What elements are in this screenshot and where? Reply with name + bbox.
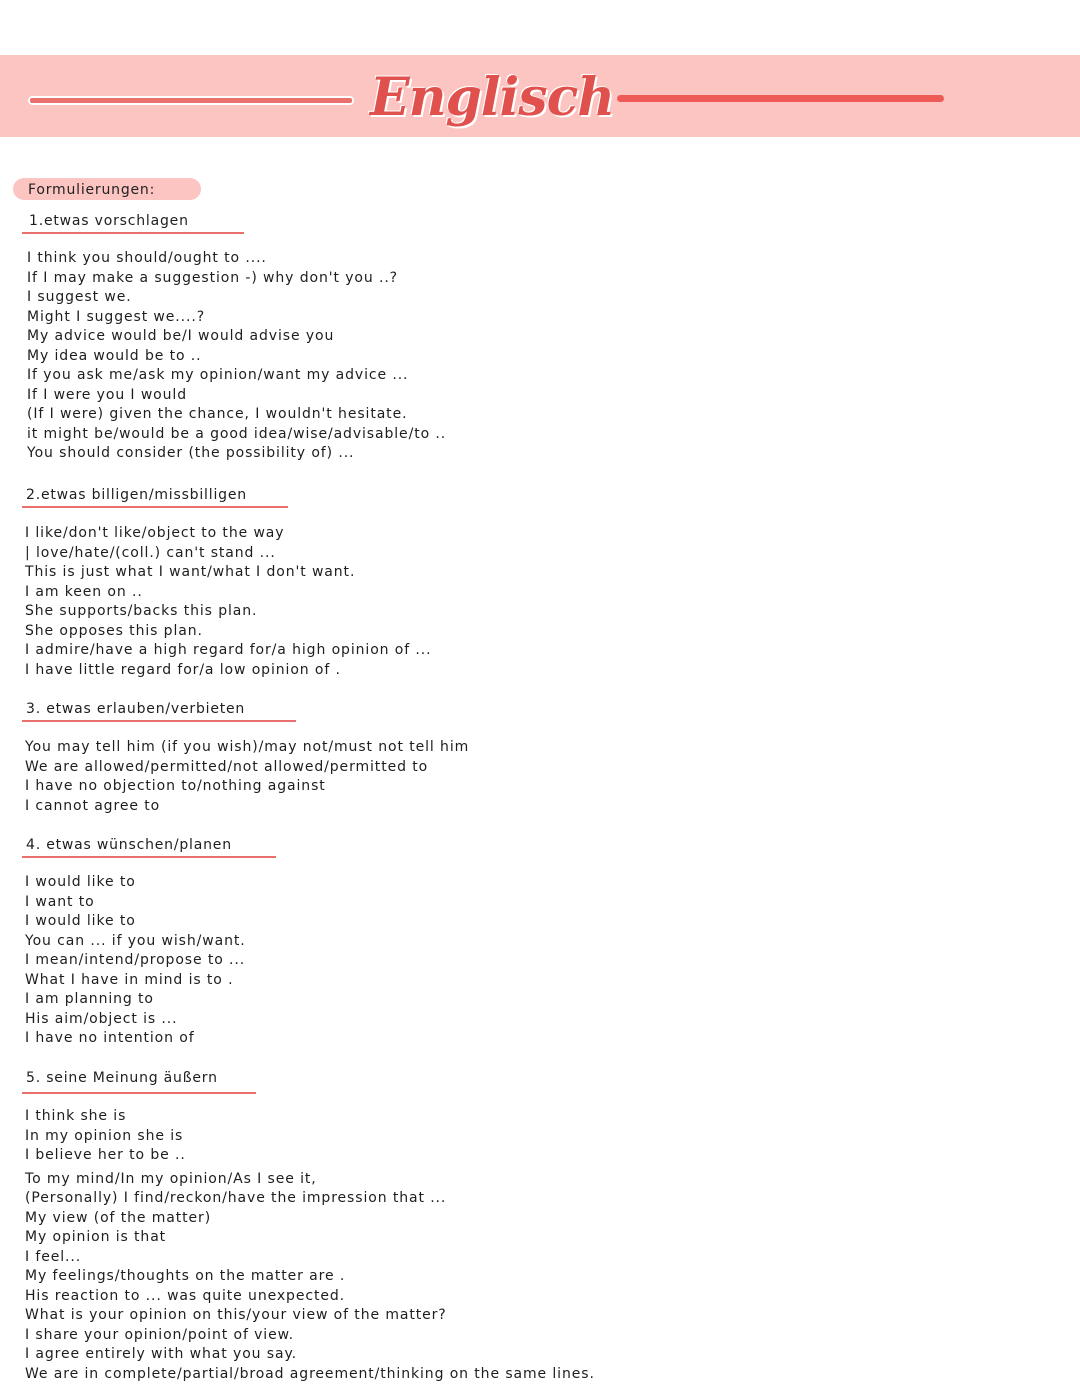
heading-underline [22,232,244,234]
phrase-line: What is your opinion on this/your view of the matter? [25,1307,447,1323]
phrase-line: I have no intention of [25,1030,195,1046]
phrase-line: I agree entirely with what you say. [25,1346,298,1362]
phrase-line: I admire/have a high regard for/a high opinion of ... [25,642,432,658]
section-lines-wuenschen [25,873,246,1049]
phrase-line: You can ... if you wish/want. [25,932,246,949]
heading-underline [22,1092,256,1094]
phrase-line: (Personally) I find/reckon/have the impression that ... [25,1190,447,1206]
phrase-line: My idea would be to .. [27,347,202,364]
section-heading-meinung: 5. seine Meinung äußern [26,1070,218,1086]
section-heading-vorschlagen: 1.etwas vorschlagen [29,213,189,229]
phrase-line: I have no objection to/nothing against [25,778,326,794]
phrase-line: I am keen on .. [25,583,143,600]
phrase-line: We are in complete/partial/broad agreement/thinking on the same lines. [25,1365,595,1382]
phrase-line: I think you should/ought to .... [27,250,267,266]
phrase-line: I have little regard for/a low opinion of . [25,661,341,678]
phrase-line: I feel... [25,1248,82,1265]
phrase-line: I would like to [25,913,136,929]
phrase-line: I am planning to [25,991,154,1007]
phrase-line: (If I were) given the chance, I wouldn't hesitate. [27,406,408,422]
header-line-right [617,95,944,102]
section-lines-meinung [25,1107,595,1384]
phrase-line: You may tell him (if you wish)/may not/must not tell him [25,739,470,755]
phrase-line: She supports/backs this plan. [25,603,258,619]
phrase-line: My view (of the matter) [25,1209,212,1226]
phrase-line: To my mind/In my opinion/As I see it, [25,1170,317,1187]
heading-underline [22,720,296,722]
phrase-line: His aim/object is ... [25,1010,178,1027]
phrase-line: We are allowed/permitted/not allowed/permitted to [25,758,429,775]
heading-underline [22,856,276,858]
phrase-line: I suggest we. [27,289,132,305]
phrase-line: | love/hate/(coll.) can't stand ... [25,544,276,561]
page-title: Englisch [370,67,615,128]
section-heading-billigen: 2.etwas billigen/missbilligen [26,487,247,503]
phrase-line: My feelings/thoughts on the matter are . [25,1268,346,1284]
phrase-line: I want to [25,893,95,910]
phrase-line: I like/don't like/object to the way [25,525,285,541]
phrase-line: If you ask me/ask my opinion/want my advice ... [27,367,409,383]
phrase-line: I cannot agree to [25,797,161,814]
phrase-line: I mean/intend/propose to ... [25,952,246,968]
section-lines-erlauben [25,738,469,816]
section-heading-wuenschen: 4. etwas wünschen/planen [26,837,232,853]
section-lines-billigen [25,524,431,680]
header-line-left [28,96,354,105]
phrase-line: My opinion is that [25,1229,167,1245]
section-label: Formulierungen: [28,182,156,198]
phrase-line: If I may make a suggestion -) why don't you ..? [27,269,399,286]
section-lines-vorschlagen [27,249,446,464]
section-heading-erlauben: 3. etwas erlauben/verbieten [26,701,246,717]
phrase-line: I think she is [25,1108,127,1124]
phrase-line: I believe her to be .. [25,1147,186,1163]
phrase-line: This is just what I want/what I don't want. [25,564,356,580]
phrase-line: His reaction to ... was quite unexpected. [25,1287,345,1304]
phrase-line: If I were you I would [27,386,187,403]
phrase-line: it might be/would be a good idea/wise/advisable/to .. [27,425,447,442]
phrase-line: I would like to [25,874,136,890]
phrase-line: What I have in mind is to . [25,971,234,988]
phrase-line: You should consider (the possibility of) ... [27,445,355,461]
heading-underline [22,506,288,508]
phrase-line: In my opinion she is [25,1127,184,1144]
phrase-line: My advice would be/I would advise you [27,328,335,344]
phrase-line: I share your opinion/point of view. [25,1326,295,1343]
phrase-line: Might I suggest we....? [27,308,206,325]
phrase-line: She opposes this plan. [25,622,203,639]
